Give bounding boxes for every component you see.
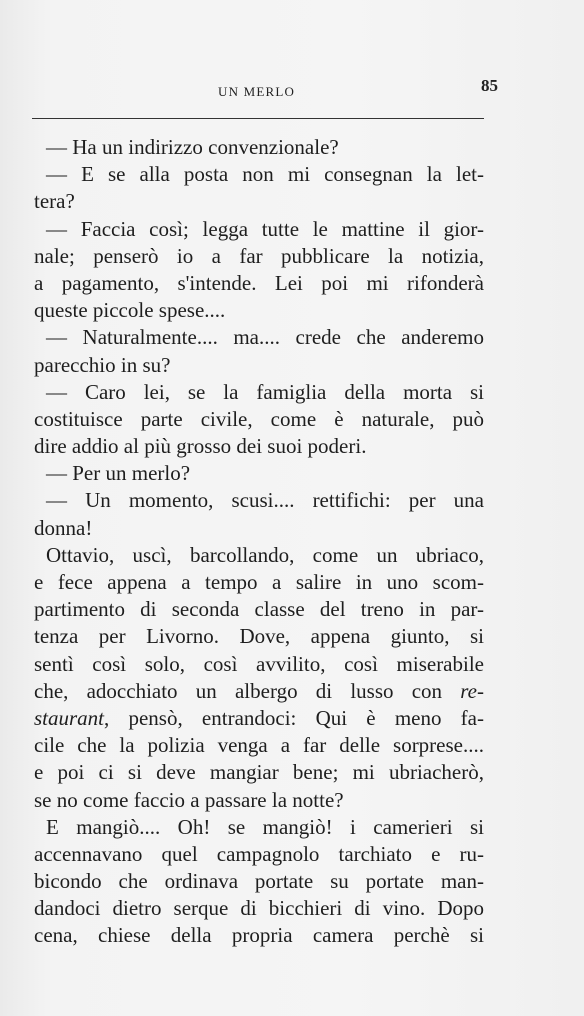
header-rule <box>32 118 484 119</box>
page-number: 85 <box>481 76 498 95</box>
text-line: che, adocchiato un albergo di lusso con re- <box>34 678 484 703</box>
text-line: costituisce parte civile, come è naturale, può <box>34 406 484 431</box>
running-title: UN MERLO <box>218 84 296 99</box>
text-line: dire addio al più grosso dei suoi poderi. <box>34 434 367 459</box>
body-text <box>34 134 484 950</box>
text-line: — Faccia così; legga tutte le mattine il gior- <box>46 216 484 241</box>
text-line: — Caro lei, se la famiglia della morta si <box>46 379 484 404</box>
text-line: e poi ci si deve mangiar bene; mi ubriacherò, <box>34 760 484 785</box>
text-line: Ottavio, uscì, barcollando, come un ubriaco, <box>46 542 484 567</box>
text-line: — Naturalmente.... ma.... crede che anderemo <box>46 325 484 350</box>
text-line: cena, chiese della propria camera perchè si <box>34 923 484 948</box>
text-line: tera? <box>34 189 75 214</box>
text-line: a pagamento, s'intende. Lei poi mi rifonderà <box>34 270 484 295</box>
page-header <box>32 74 502 102</box>
text-line: — Per un merlo? <box>46 461 191 486</box>
text-line: sentì così solo, così avvilito, così miserabile <box>34 651 484 676</box>
text-line: e fece appena a tempo a salire in uno scom- <box>34 570 484 594</box>
text-line: tenza per Livorno. Dove, appena giunto, si <box>34 624 484 649</box>
text-line: — E se alla posta non mi consegnan la let- <box>46 162 484 187</box>
text-line: parecchio in su? <box>34 352 171 377</box>
text-line: donna! <box>34 515 93 540</box>
text-line: — Ha un indirizzo convenzionale? <box>46 135 339 159</box>
text-line: bicondo che ordinava portate su portate man- <box>34 869 484 894</box>
text-line: queste piccole spese.... <box>34 298 226 323</box>
text-line: accennavano quel campagnolo tarchiato e ru- <box>34 841 484 866</box>
text-line: staurant, pensò, entrandoci: Qui è meno fa- <box>34 705 484 730</box>
text-line: — Un momento, scusi.... rettifichi: per una <box>46 488 484 513</box>
text-line: se no come faccio a passare la notte? <box>34 787 344 812</box>
text-line: cile che la polizia venga a far delle sorprese.... <box>34 733 484 758</box>
text-line: partimento di seconda classe del treno in par- <box>34 597 484 622</box>
text-line: dandoci dietro serque di bicchieri di vino. Dopo <box>34 896 484 921</box>
text-line: E mangiò.... Oh! se mangiò! i camerieri si <box>46 814 484 839</box>
text-line: nale; penserò io a far pubblicare la notizia, <box>34 243 484 268</box>
